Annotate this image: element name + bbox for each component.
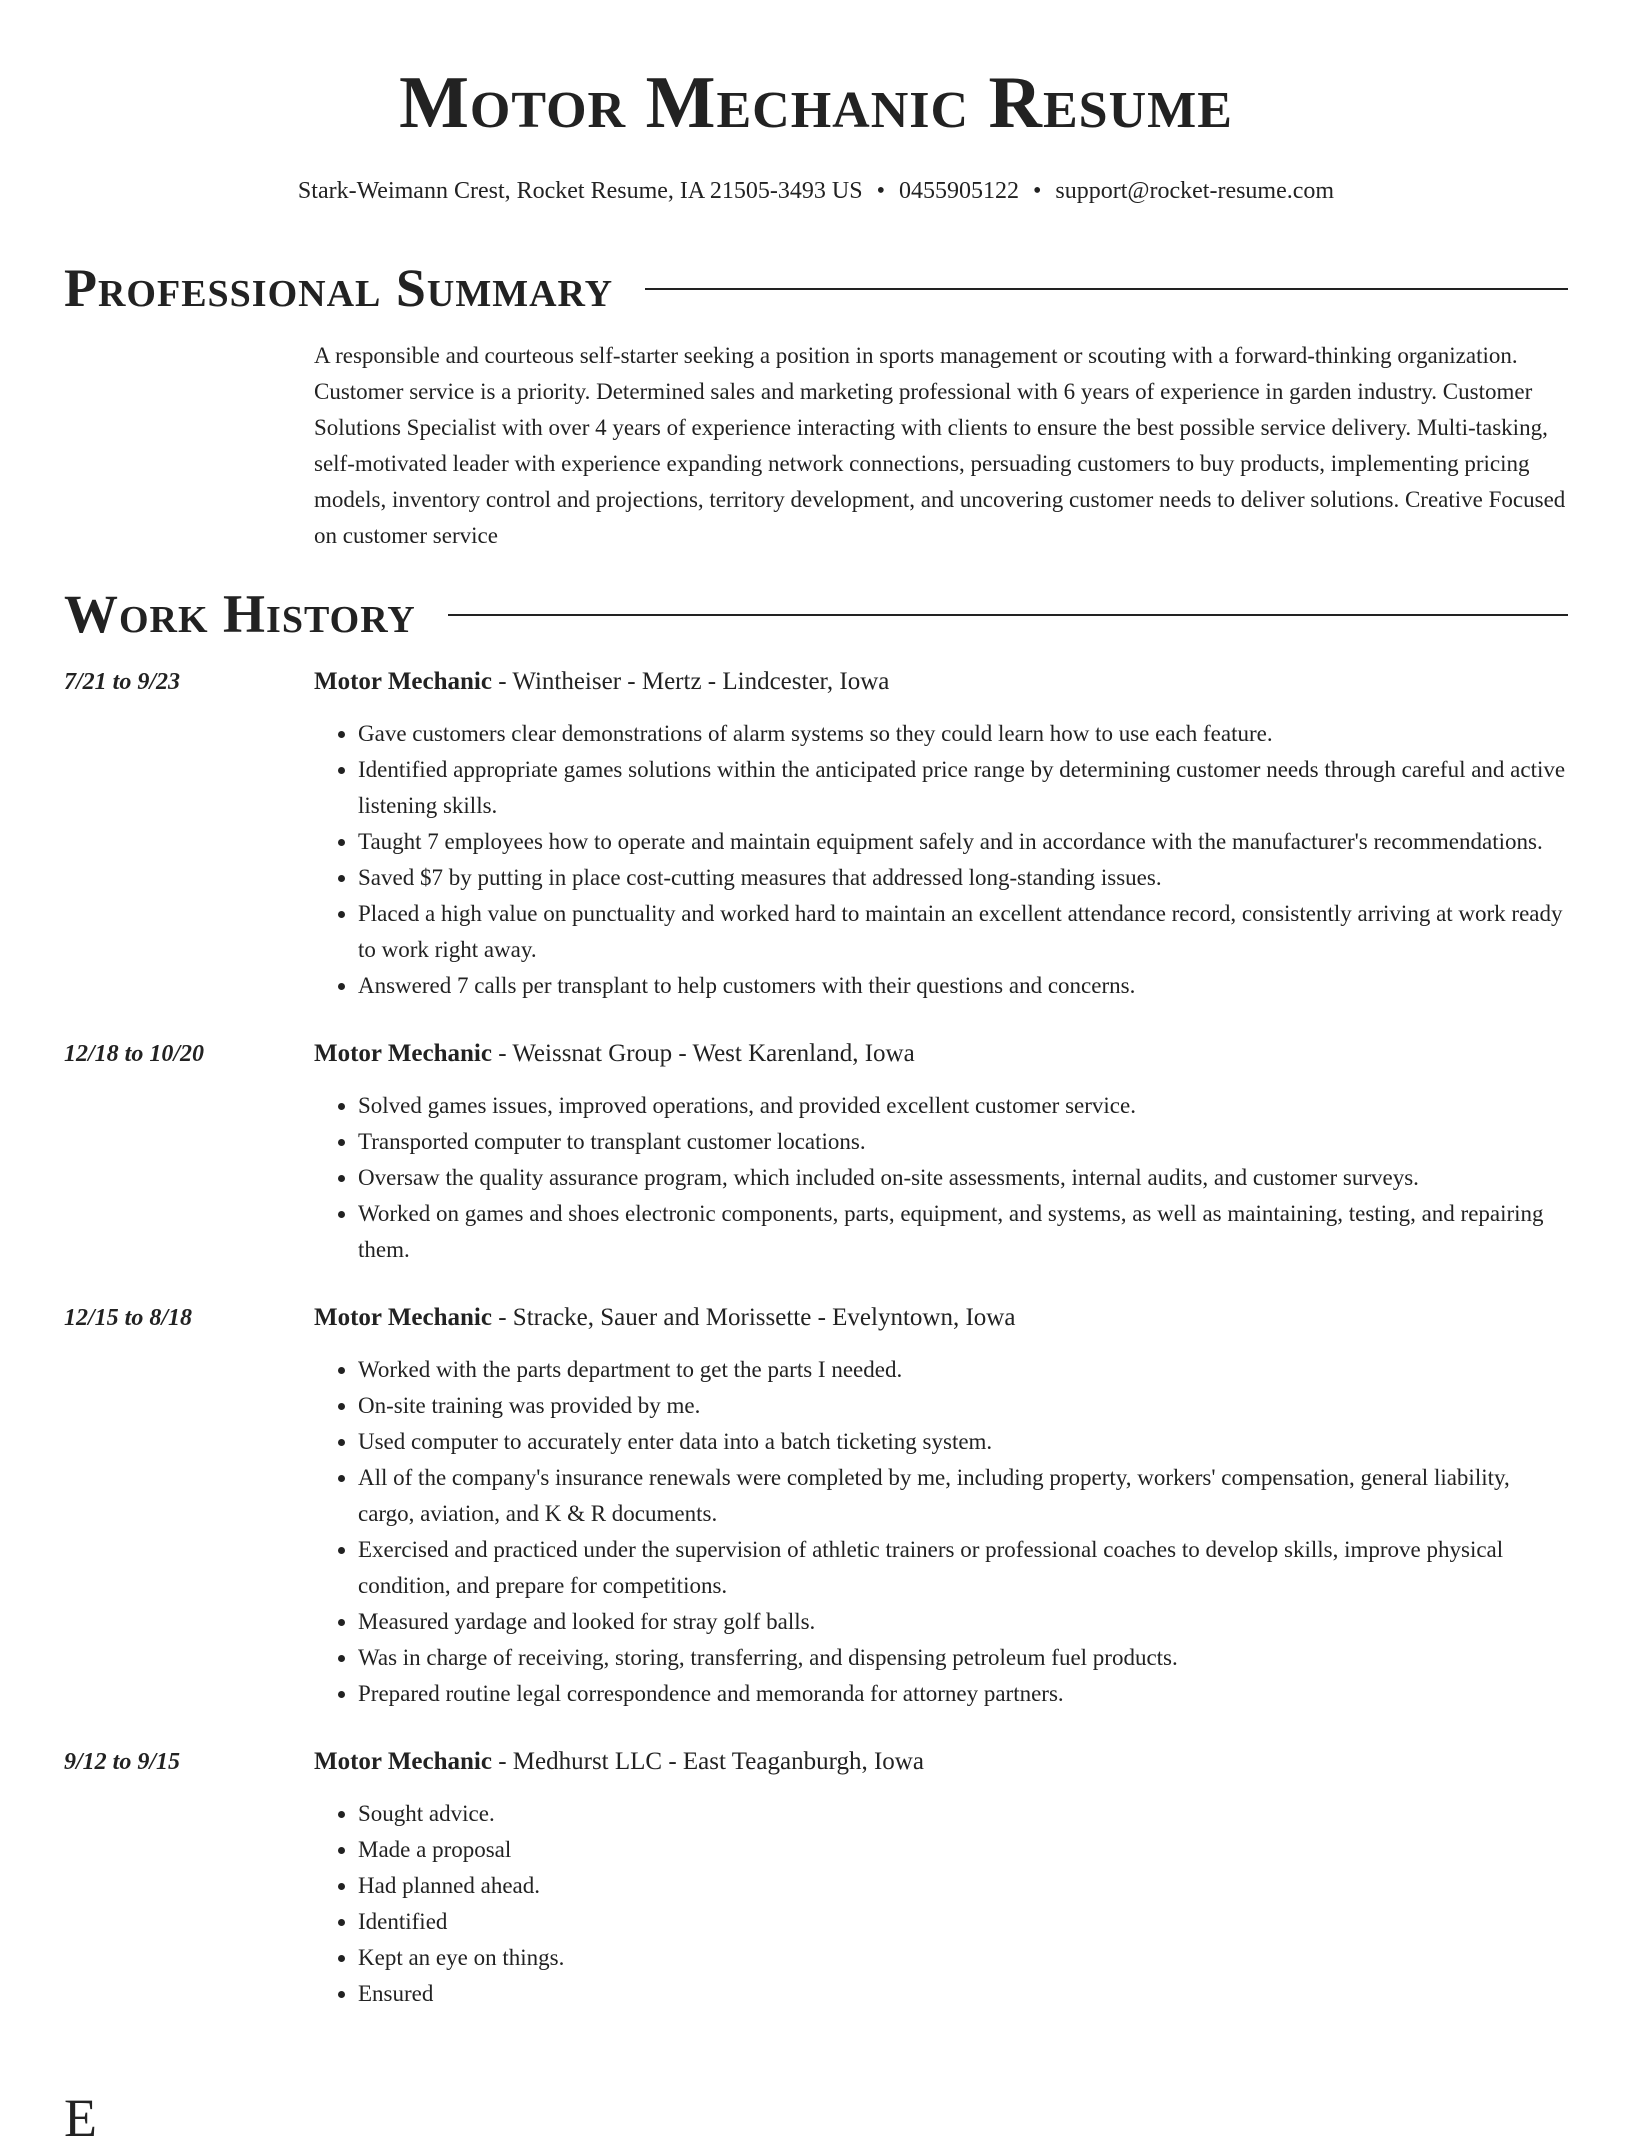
job-bullet-item: • On-site training was provided by me. bbox=[358, 1388, 1568, 1424]
job-bullet-item: • Had planned ahead. bbox=[358, 1868, 1568, 1904]
job-bullet-item: • Saved $7 by putting in place cost-cutting measures that addressed long-standing issues. bbox=[358, 860, 1568, 896]
job-header bbox=[314, 1036, 1568, 1072]
section-divider bbox=[645, 288, 1568, 290]
summary-heading: Professional Summary bbox=[64, 258, 614, 318]
job-bullet-item: • Solved games issues, improved operations, and provided excellent customer service. bbox=[358, 1088, 1568, 1124]
job-bullet-item: • Kept an eye on things. bbox=[358, 1940, 1568, 1976]
work-history-list bbox=[64, 664, 1568, 2044]
job-company-location: - Wintheiser - Mertz - Lindcester, Iowa bbox=[491, 668, 890, 695]
job-bullet-item: • Transported computer to transplant customer locations. bbox=[358, 1124, 1568, 1160]
job-entry bbox=[64, 1300, 1568, 1712]
contact-phone: 0455905122 bbox=[898, 178, 1019, 204]
job-bullet-item: • Identified bbox=[358, 1904, 1568, 1940]
job-entry bbox=[64, 664, 1568, 1004]
job-bullet-item: • Oversaw the quality assurance program, which included on-site assessments, internal audits, and customer surveys. bbox=[358, 1160, 1568, 1196]
job-header bbox=[314, 664, 1568, 700]
job-title: Motor Mechanic bbox=[314, 1040, 492, 1067]
job-bullet-item: • Gave customers clear demonstrations of alarm systems so they could learn how to use each feature. bbox=[358, 716, 1568, 752]
job-company-location: - Medhurst LLC - East Teaganburgh, Iowa bbox=[491, 1748, 924, 1775]
job-entry bbox=[64, 1744, 1568, 2012]
job-bullet-item: • Worked with the parts department to get the parts I needed. bbox=[358, 1352, 1568, 1388]
job-header bbox=[314, 1300, 1568, 1336]
job-dates: 12/18 to 10/20 bbox=[64, 1041, 205, 1067]
job-dates: 12/15 to 8/18 bbox=[64, 1305, 193, 1331]
job-title: Motor Mechanic bbox=[314, 668, 492, 695]
job-bullet-list bbox=[314, 1352, 1568, 1712]
summary-section-header bbox=[64, 256, 1568, 320]
job-header bbox=[314, 1744, 1568, 1780]
summary-text: A responsible and courteous self-starter seeking a position in sports management or scouting with a forward-thinking organization. Customer service is a priority. Determined sales and marketing professional with 6 years of experience in garden industry. Customer Solutions Specialist with over 4 years of experience interacting with clients to ensure the best possible service delivery. Multi-tasking, self-motivated leader with experience expanding network connections, persuading customers to buy products, implementing pricing models, inventory control and projections, territory development, and uncovering customer needs to deliver solutions. Creative Focused on customer service bbox=[314, 343, 1566, 548]
job-dates: 9/12 to 9/15 bbox=[64, 1749, 181, 1775]
job-bullet-item: • Measured yardage and looked for stray golf balls. bbox=[358, 1604, 1568, 1640]
work-history-section-header bbox=[64, 582, 1568, 646]
job-body bbox=[314, 664, 1568, 1004]
job-bullet-item: • Made a proposal bbox=[358, 1832, 1568, 1868]
job-bullet-item: • Was in charge of receiving, storing, transferring, and dispensing petroleum fuel products. bbox=[358, 1640, 1568, 1676]
job-bullet-item: • Sought advice. bbox=[358, 1796, 1568, 1832]
section-divider bbox=[448, 614, 1568, 616]
job-bullet-item: • Placed a high value on punctuality and worked hard to maintain an excellent attendance record, consistently arriving at work ready to work right away. bbox=[358, 896, 1568, 968]
job-company-location: - Weissnat Group - West Karenland, Iowa bbox=[491, 1040, 915, 1067]
next-section-heading-fragment: E bbox=[64, 2088, 97, 2148]
contact-address: Stark-Weimann Crest, Rocket Resume, IA 21505-3493 US bbox=[297, 178, 863, 204]
job-entry bbox=[64, 1036, 1568, 1268]
job-company-location: - Stracke, Sauer and Morissette - Evelyntown, Iowa bbox=[491, 1304, 1016, 1331]
job-bullet-item: • Identified appropriate games solutions within the anticipated price range by determining customer needs through careful and active listening skills. bbox=[358, 752, 1568, 824]
job-body bbox=[314, 1744, 1568, 2012]
job-bullet-item: • Taught 7 employees how to operate and maintain equipment safely and in accordance with the manufacturer's recommendations. bbox=[358, 824, 1568, 860]
job-bullet-list bbox=[314, 1088, 1568, 1268]
job-bullet-list bbox=[314, 716, 1568, 1004]
job-bullet-item: • Prepared routine legal correspondence and memoranda for attorney partners. bbox=[358, 1676, 1568, 1712]
job-title: Motor Mechanic bbox=[314, 1748, 492, 1775]
job-bullet-item: • Exercised and practiced under the supervision of athletic trainers or professional coaches to develop skills, improve physical condition, and prepare for competitions. bbox=[358, 1532, 1568, 1604]
job-title: Motor Mechanic bbox=[314, 1304, 492, 1331]
resume-title: Motor Mechanic Resume bbox=[399, 62, 1233, 144]
job-bullet-list bbox=[314, 1796, 1568, 2012]
job-bullet-item: • Used computer to accurately enter data into a batch ticketing system. bbox=[358, 1424, 1568, 1460]
job-body bbox=[314, 1036, 1568, 1268]
job-body bbox=[314, 1300, 1568, 1712]
job-bullet-item: • Worked on games and shoes electronic components, parts, equipment, and systems, as well as maintaining, testing, and repairing them. bbox=[358, 1196, 1568, 1268]
resume-page bbox=[64, 0, 1568, 2148]
job-bullet-item: • Answered 7 calls per transplant to help customers with their questions and concerns. bbox=[358, 968, 1568, 1004]
contact-email[interactable]: support@rocket-resume.com bbox=[1055, 178, 1335, 204]
contact-line bbox=[64, 174, 1568, 208]
job-bullet-item: • All of the company's insurance renewals were completed by me, including property, workers' compensation, general liability, cargo, aviation, and K & R documents. bbox=[358, 1460, 1568, 1532]
work-history-heading: Work History bbox=[64, 584, 416, 644]
contact-separator: • bbox=[876, 178, 885, 204]
job-bullet-item: • Ensured bbox=[358, 1976, 1568, 2012]
job-dates: 7/21 to 9/23 bbox=[64, 669, 181, 695]
contact-separator: • bbox=[1032, 178, 1042, 204]
